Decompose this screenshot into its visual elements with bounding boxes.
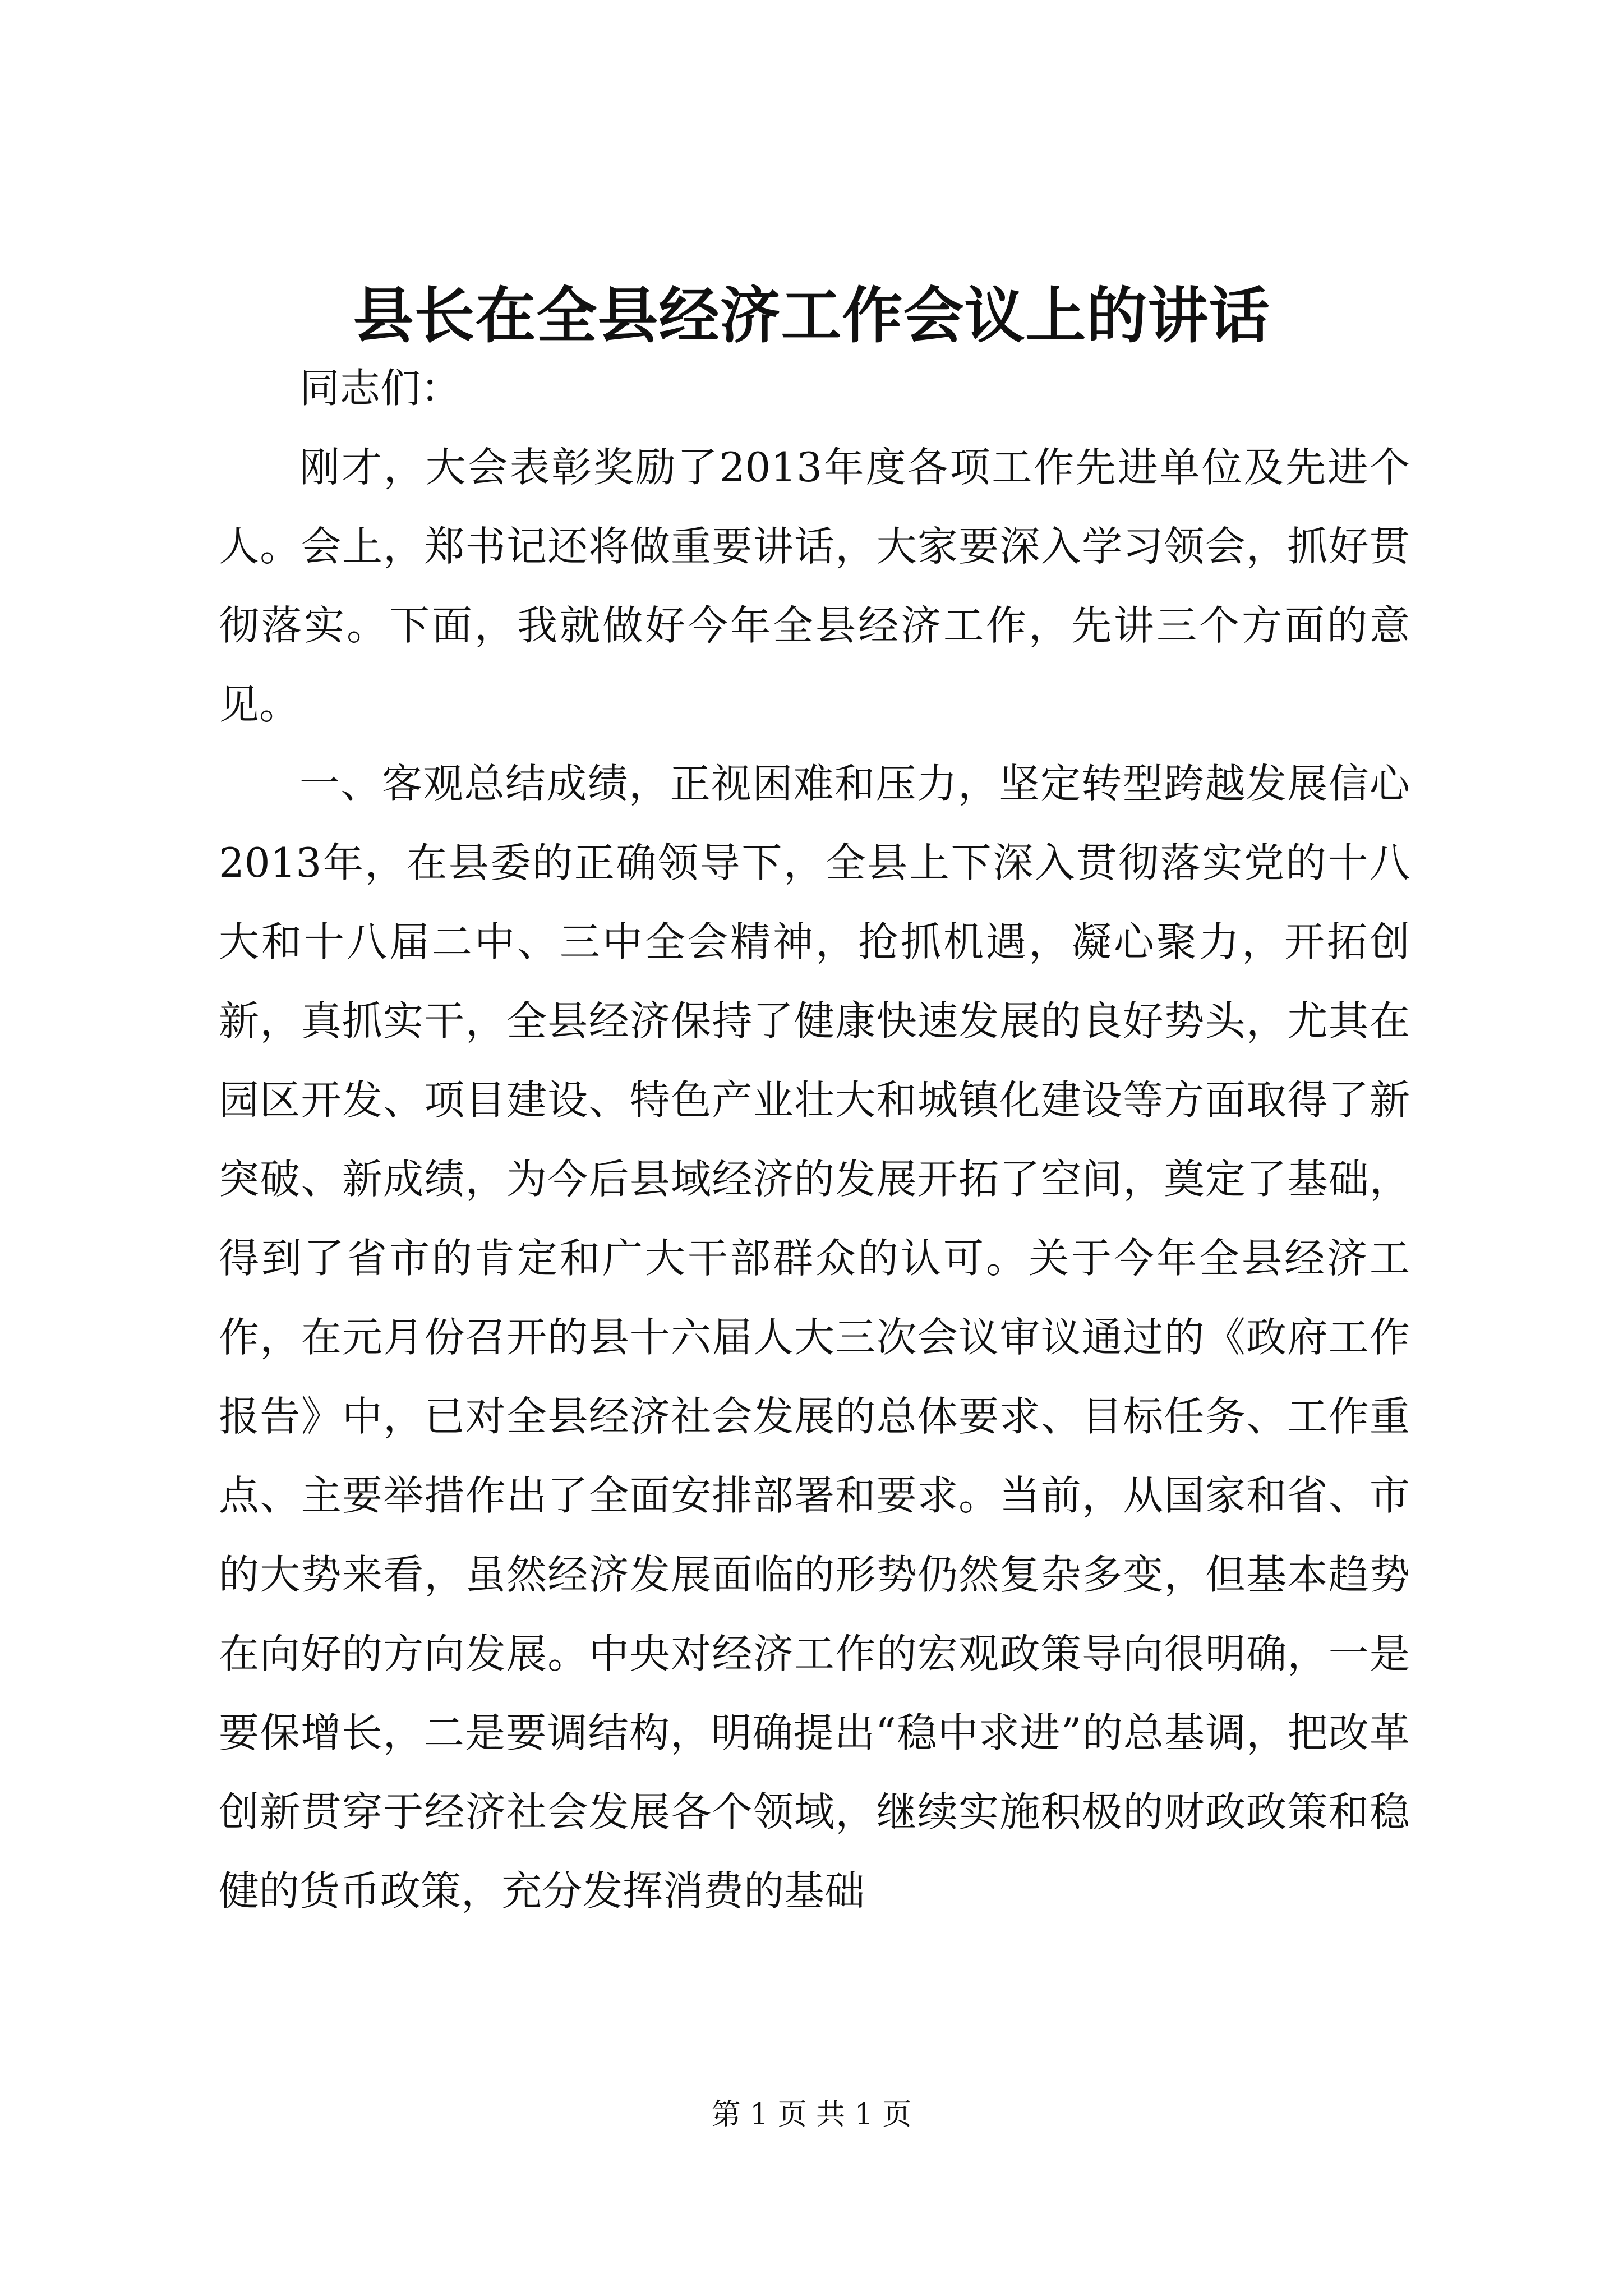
paragraph-2: 一、客观总结成绩，正视困难和压力，坚定转型跨越发展信心2013年，在县委的正确领导下，全县上下深入贯彻落实党的十八大和十八届二中、三中全会精神，抢抓机遇，凝心聚力，开拓创新，真抓实干，全县经济保持了健康快速发展的良好势头，尤其在园区开发、项目建设、特色产业壮大和城镇化建设等方面取得了新突破、新成绩，为今后县域经济的发展开拓了空间，奠定了基础，得到了省市的肯定和广大干部群众的认可。关于今年全县经济工作，在元月份召开的县十六届人大三次会议审议通过的《政府工作报告》中，已对全县经济社会发展的总体要求、目标任务、工作重点、主要举措作出了全面安排部署和要求。当前，从国家和省、市的大势来看，虽然经济发展面临的形势仍然复杂多变，但基本趋势在向好的方向发展。中央对经济工作的宏观政策导向很明确，一是要保增长，二是要调结构，明确提出“稳中求进”的总基调，把改革创新贯穿于经济社会发展各个领域，继续实施积极的财政政策和稳健的货币政策，充分发挥消费的基础 bbox=[219, 760, 1410, 1915]
paragraph-1: 刚才，大会表彰奖励了2013年度各项工作先进单位及先进个人。会上，郑书记还将做重要讲话，大家要深入学习领会，抓好贯彻落实。下面，我就做好今年全县经济工作，先讲三个方面的意见。 bbox=[219, 444, 1410, 728]
page-footer: 第 1 页 共 1 页 bbox=[711, 2098, 912, 2132]
document-title: 县长在全县经济工作会议上的讲话 bbox=[353, 280, 1270, 351]
document-body bbox=[219, 349, 1410, 1931]
salutation: 同志们： bbox=[299, 365, 462, 412]
